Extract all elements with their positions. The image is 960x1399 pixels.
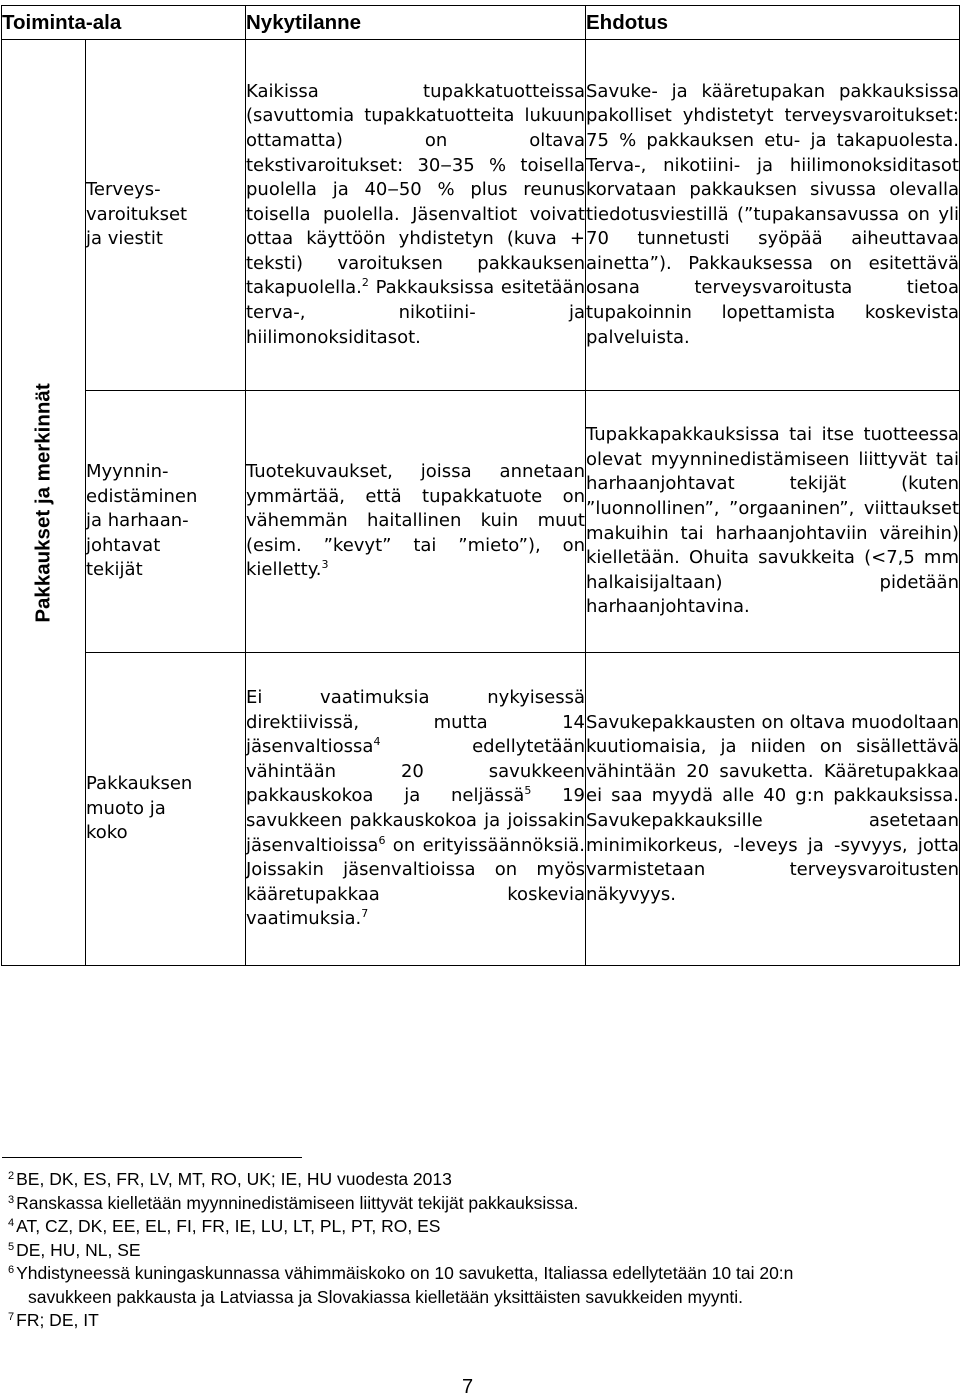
proposal-cell (586, 40, 960, 391)
footnote-ref: 5 (524, 784, 532, 798)
footnote: $^5$ DE, HU, NL, SE (8, 1239, 141, 1260)
current-text: Tuotekuvaukset, joissa annetaan ymmärtää, että tupakkatuote on vähemmän haitallinen kuin muut (esim. ”kevyt” tai ”mieto”), on kielletty.$^3$ (246, 461, 585, 581)
footnote: $^3$ Ranskassa kielletään myynninedistämiseen liittyvät tekijät pakkauksissa. (8, 1192, 579, 1213)
proposal-text: Savukepakkausten on oltava muodoltaan kuutiomaisia, ja niiden on sisällettävä vähintään 20 savuketta. Kääretupakkaa ei saa myydä alle 40 g:n pakkauksissa. Savukepakkauksille asetetaan minimikorkeus, -leveys ja -syvyys, jotta varmistetaan terveysvaroitusten näkyvyys. (586, 711, 960, 905)
table-row (2, 391, 960, 653)
row-label (86, 40, 246, 391)
footnote-ref: 6 (378, 833, 386, 847)
comparison-table (1, 5, 960, 966)
current-cell (246, 391, 586, 653)
proposal-text: Tupakkapakkauksissa tai itse tuotteessa olevat myynninedistämiseen liittyvät tai harhaanjohtavat tekijät (kuten ”luonnollinen”, ”orgaaninen”, viittaukset makuihin tai harhaanjohtaviin väreihin) kielletään. Ohuita savukkeita (<7,5 mm halkaisijaltaan) pidetään harhaanjohtavina. (586, 424, 959, 618)
current-cell (246, 653, 586, 966)
row-label-line: koko (86, 822, 128, 844)
current-text: Ei vaatimuksia nykyisessä direktiivissä, mutta 14 jäsenvaltiossa$^4$ edellytetään vähintään 20 savukkeen pakkauskokoa ja neljässä$^5$ 19 savukkeen pakkauskokoa ja joissakin jäsenvaltioissa$^6$ on erityissäännöksiä. Joissakin jäsenvaltioissa on myös kääretupakkaa koskevia vaatimuksia.$^7$ (246, 687, 585, 930)
header-toiminta-ala: Toiminta-ala (2, 6, 246, 40)
footnote-ref: 4 (373, 735, 381, 749)
section-label: Pakkaukset ja merkinnät (31, 382, 55, 623)
footnote: $^2$ BE, DK, ES, FR, LV, MT, RO, UK; IE, HU vuodesta 2013 (8, 1169, 452, 1189)
row-label-line: tekijät (86, 559, 143, 581)
row-label (86, 391, 246, 653)
header-row (2, 6, 960, 40)
footnotes (8, 1168, 948, 1333)
row-label-line: muoto ja (86, 797, 166, 819)
footnote: $^6$ Yhdistyneessä kuningaskunnassa vähimmäiskoko on 10 savuketta, Italiassa edellytetään 10 tai 20:n (8, 1263, 794, 1283)
row-label-line: Terveys- (86, 179, 161, 201)
footnote-continuation: savukkeen pakkausta ja Latviassa ja Slovakiassa kielletään yksittäisten savukkeiden myynti. (28, 1286, 743, 1307)
table-row (2, 40, 960, 391)
proposal-cell (586, 653, 960, 966)
table-row (2, 653, 960, 966)
header-ehdotus: Ehdotus (586, 6, 960, 40)
row-label-line: johtavat (86, 534, 161, 556)
row-label-line: Myynnin- (86, 461, 169, 483)
footnote-ref: 2 (361, 276, 369, 290)
section-label-cell (2, 40, 86, 966)
footnote: $^7$ FR; DE, IT (8, 1310, 99, 1330)
row-label-line: ja harhaan- (86, 510, 189, 532)
current-text: Kaikissa tupakkatuotteissa (savuttomia tupakkatuotteita lukuun ottamatta) on oltava tekstivaroitukset: 30‒35 % toisella puolella ja 40‒50 % plus reunus toisella puolella. Jäsenvaltiot voivat ottaa käyttöön yhdistetyn (kuva + teksti) varoituksen pakkauksen takapuolella.$^2$ Pakkauksissa esitetään terva-, nikotiini- ja hiilimonoksiditasot. (246, 80, 585, 348)
row-label-line: ja viestit (86, 228, 163, 250)
row-label-line: Pakkauksen (86, 773, 193, 795)
header-nykytilanne: Nykytilanne (246, 6, 586, 40)
proposal-text: Savuke- ja kääretupakan pakkauksissa pakolliset yhdistetyt terveysvaroitukset: 75 % pakkauksen etu- ja takapuolesta. Terva-, nikotiini- ja hiilimonoksiditasot korvataan pakkauksen sivussa olevalla tiedotusviestillä (”tupakansavussa on yli 70 tunnetusti syöpää aiheuttavaa ainetta”). Pakkauksessa on esitettävä osana terveysvaroitusta tietoa tupakoinnin lopettamista koskevista palveluista. (586, 80, 959, 348)
footnote: $^4$ AT, CZ, DK, EE, EL, FI, FR, IE, LU, LT, PL, PT, RO, ES (8, 1216, 441, 1236)
proposal-cell (586, 391, 960, 653)
footnote-separator (2, 1157, 302, 1158)
current-cell (246, 40, 586, 391)
row-label (86, 653, 246, 966)
footnote-ref: 7 (361, 907, 369, 921)
footnote-ref: 3 (321, 558, 329, 572)
page-number: 7 (461, 1376, 474, 1398)
row-label-line: edistäminen (86, 485, 198, 507)
row-label-line: varoitukset (86, 203, 188, 225)
